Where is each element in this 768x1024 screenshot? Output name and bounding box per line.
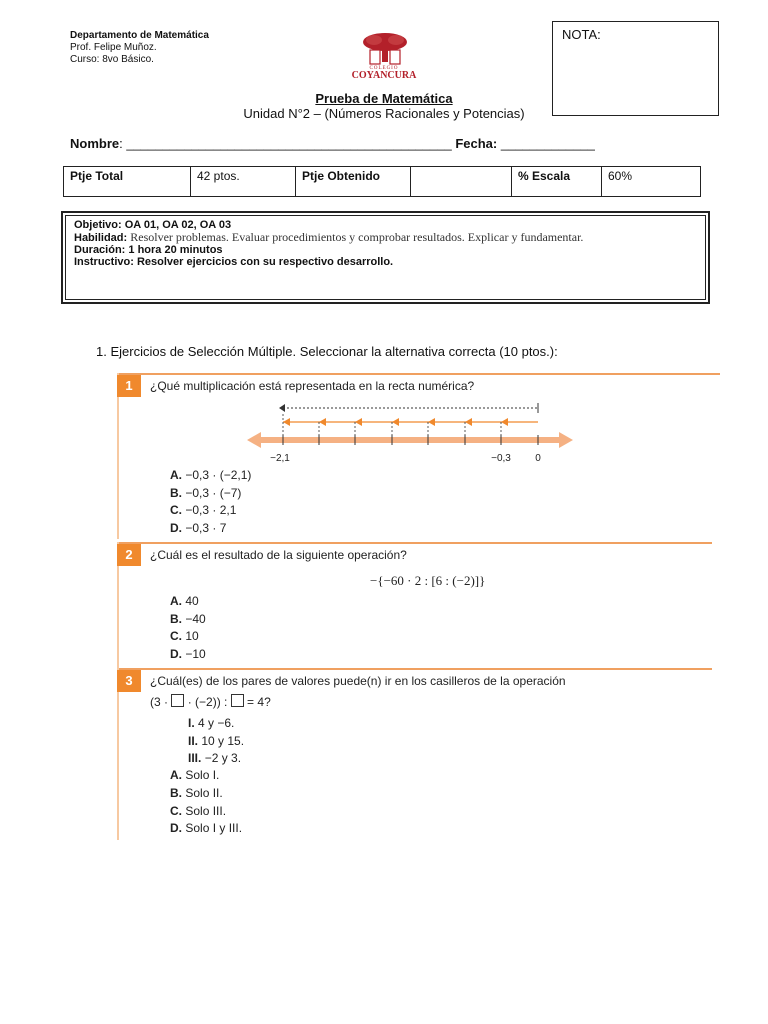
department-name: Departamento de Matemática [70,30,209,41]
axis-label-b: −0,3 [491,453,511,464]
instructions-line: Instructivo: Resolver ejercicios con su respectivo desarrollo. [74,256,394,268]
question-2-expression: −{−60 · 2 : [6 : (−2)]} [370,573,486,588]
scale-value: 60% [602,167,701,197]
q1-option-d[interactable]: D. −0,3 · 7 [170,521,227,535]
obtained-score-field[interactable] [411,167,512,197]
question-3-expression: (3 · · (−2)) : = 4? [150,695,271,709]
grade-label: NOTA: [562,27,601,42]
duration-line: Duración: 1 hora 20 minutos [74,244,223,256]
total-score-value: 42 ptos. [191,167,296,197]
department-block [70,30,209,66]
question-1-side-rule [117,373,119,539]
q2-option-d[interactable]: D. −10 [170,647,206,661]
skill-line: Habilidad: Resolver problemas. Evaluar procedimientos y comprobar resultados. Explicar y fundamentar. [74,230,584,244]
q2-option-a[interactable]: A. 40 [170,594,199,608]
q3-option-c[interactable]: C. Solo III. [170,804,227,818]
blank-box-2[interactable] [231,694,244,707]
score-table [63,166,701,197]
q3-option-a[interactable]: A. Solo I. [170,768,220,782]
q2-option-c[interactable]: C. 10 [170,629,199,643]
name-line[interactable]: : _____________________________________________ [119,136,452,151]
q3-option-d[interactable]: D. Solo I y III. [170,821,243,835]
question-3-number: 3 [117,670,141,692]
objective-box [61,211,710,304]
unit-subtitle: Unidad N°2 – (Números Racionales y Potencias) [243,106,525,121]
logo-text [346,66,422,81]
question-2-divider [117,542,712,544]
question-3-divider [117,668,712,670]
q3-statement-3: III. −2 y 3. [188,751,242,765]
date-line[interactable]: _____________ [500,136,595,151]
logo-school-name: COYANCURA [351,70,417,81]
q1-option-c[interactable]: C. −0,3 · 2,1 [170,503,237,517]
q2-option-b[interactable]: B. −40 [170,612,206,626]
q1-option-b[interactable]: B. −0,3 · (−7) [170,486,242,500]
section-1-title: 1. Ejercicios de Selección Múltiple. Seleccionar la alternativa correcta (10 ptos.): [96,344,558,359]
name-date-row[interactable] [70,136,595,151]
question-1-divider [117,373,720,375]
question-1-number: 1 [117,375,141,397]
teacher-name: Prof. Felipe Muñoz. [70,42,157,53]
question-2-number: 2 [117,544,141,566]
date-label: Fecha: [455,136,498,151]
test-title: Prueba de Matemática [315,91,453,106]
q1-option-a[interactable]: A. −0,3 · (−2,1) [170,468,252,482]
scale-label: % Escala [512,167,602,197]
course-name: Curso: 8vo Básico. [70,54,154,65]
q3-statement-1: I. 4 y −6. [188,716,235,730]
question-3-text: ¿Cuál(es) de los pares de valores puede(n) ir en los casilleros de la operación [150,674,566,688]
question-2-text: ¿Cuál es el resultado de la siguiente operación? [150,548,407,562]
name-label: Nombre [70,136,120,151]
objective-line: Objetivo: OA 01, OA 02, OA 03 [74,219,232,231]
q3-option-b[interactable]: B. Solo II. [170,786,223,800]
logo-small-text: COLEGIO [369,66,399,71]
total-score-label: Ptje Total [64,167,191,197]
question-1-text: ¿Qué multiplicación está representada en la recta numérica? [150,379,475,393]
axis-label-c: 0 [535,453,541,464]
q3-statement-2: II. 10 y 15. [188,734,245,748]
axis-label-a: −2,1 [270,453,290,464]
question-3-side-rule [117,668,119,840]
blank-box-1[interactable] [171,694,184,707]
obtained-score-label: Ptje Obtenido [296,167,411,197]
number-line-figure [245,398,575,468]
